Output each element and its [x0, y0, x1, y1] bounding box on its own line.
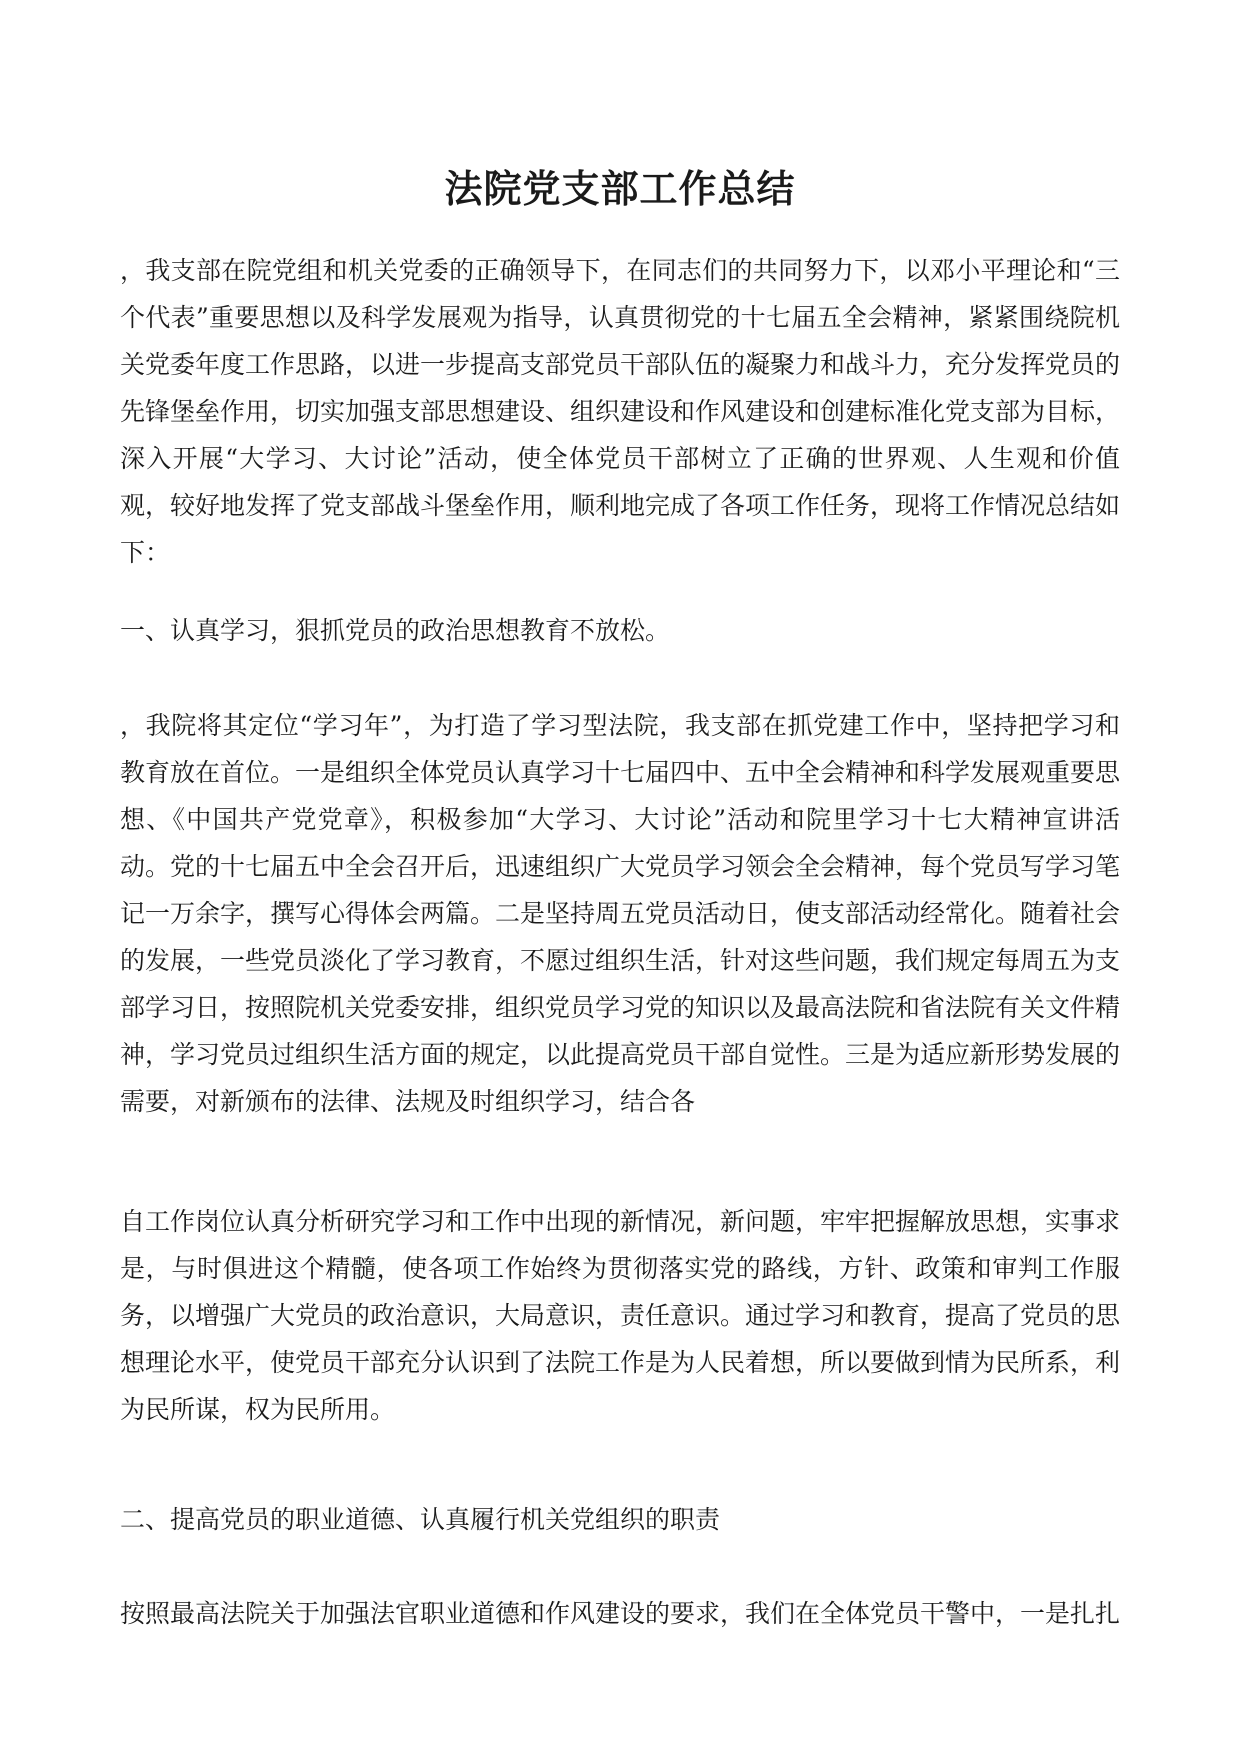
intro-paragraph: ，我支部在院党组和机关党委的正确领导下，在同志们的共同努力下，以邓小平理论和“三个代表”重要思想以及科学发展观为指导，认真贯彻党的十七届五全会精神，紧紧围绕院机关党委年度工作思路，以进一步提高支部党员干部队伍的凝聚力和战斗力，充分发挥党员的先锋堡垒作用，切实加强支部思想建设、组织建设和作风建设和创建标准化党支部为目标，深入开展“大学习、大讨论”活动，使全体党员干部树立了正确的世界观、人生观和价值观，较好地发挥了党支部战斗堡垒作用，顺利地完成了各项工作任务，现将工作情况总结如下： [120, 256, 1121, 567]
section-heading-2: 二、提高党员的职业道德、认真履行机关党组织的职责 [120, 1505, 721, 1534]
section-1-paragraph: ，我院将其定位“学习年”，为打造了学习型法院，我支部在抓党建工作中，坚持把学习和教育放在首位。一是组织全体党员认真学习十七届四中、五中全会精神和科学发展观重要思想、《中国共产党党章》，积极参加“大学习、大讨论”活动和院里学习十七大精神宣讲活动。党的十七届五中全会召开后，迅速组织广大党员学习领会全会精神，每个党员写学习笔记一万余字，撰写心得体会两篇。二是坚持周五党员活动日，使支部活动经常化。随着社会的发展，一些党员淡化了学习教育，不愿过组织生活，针对这些问题，我们规定每周五为支部学习日，按照院机关党委安排，组织党员学习党的知识以及最高法院和省法院有关文件精神，学习党员过组织生活方面的规定，以此提高党员干部自觉性。三是为适应新形势发展的需要，对新颁布的法律、法规及时组织学习，结合各 [120, 711, 1121, 1116]
section-heading-1: 一、认真学习，狠抓党员的政治思想教育不放松。 [120, 616, 671, 645]
page-title: 法院党支部工作总结 [444, 166, 796, 211]
section-2-paragraph: 按照最高法院关于加强法官职业道德和作风建设的要求，我们在全体党员干警中，一是扎扎 [120, 1599, 1121, 1628]
section-1-continued-paragraph: 自工作岗位认真分析研究学习和工作中出现的新情况，新问题，牢牢把握解放思想，实事求是，与时俱进这个精髓，使各项工作始终为贯彻落实党的路线，方针、政策和审判工作服务，以增强广大党员的政治意识，大局意识，责任意识。通过学习和教育，提高了党员的思想理论水平，使党员干部充分认识到了法院工作是为人民着想，所以要做到情为民所系，利为民所谋，权为民所用。 [120, 1207, 1121, 1424]
